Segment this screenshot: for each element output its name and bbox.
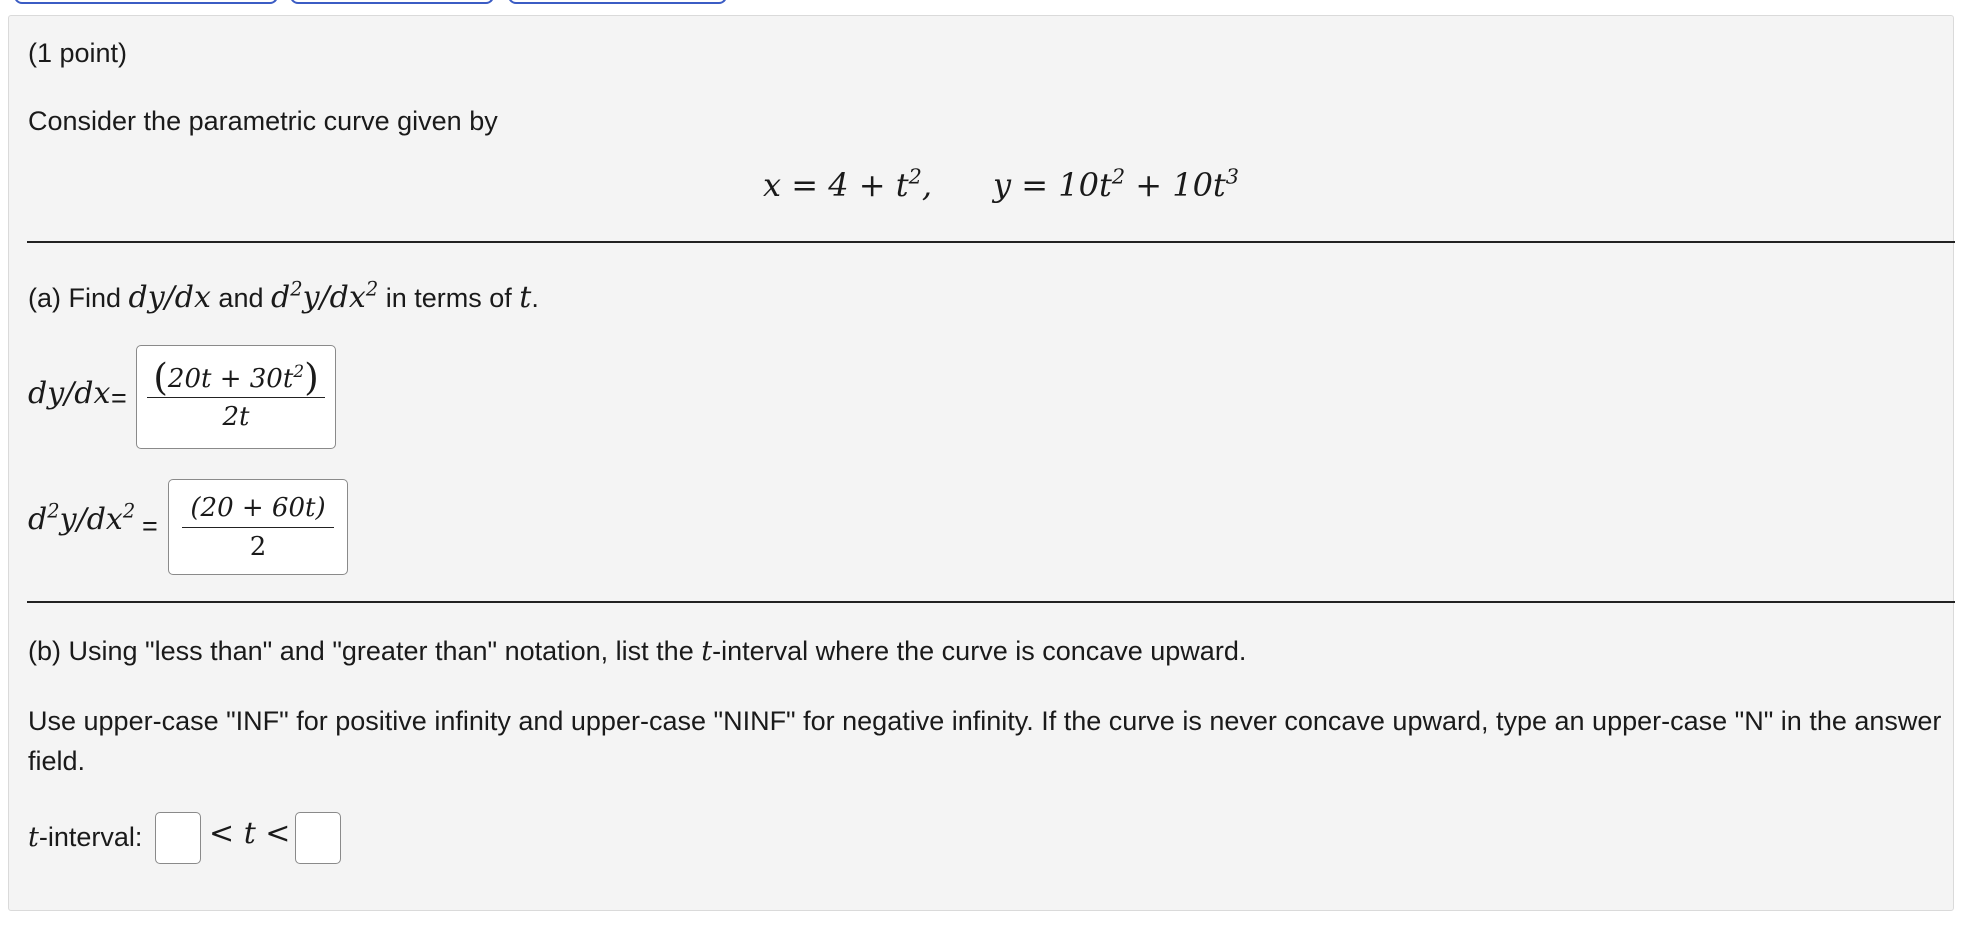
dydx-equals: =: [111, 383, 127, 413]
part-b-suffix: -interval where the curve is concave upward.: [712, 636, 1247, 666]
problem-card: [8, 15, 1954, 911]
d2ydx2-label-mid: y/dx: [59, 502, 123, 537]
part-a-and: and: [210, 283, 271, 313]
part-a-prefix: (a) Find: [28, 283, 129, 313]
part-a-instruction: [28, 276, 539, 320]
upper-bound-input[interactable]: [295, 812, 341, 864]
less-than-1: <: [209, 816, 235, 851]
tab-stub-1[interactable]: [14, 0, 278, 4]
part-a-ydx: y/dx: [302, 280, 366, 315]
tab-stub-3[interactable]: [508, 0, 727, 4]
d2ydx2-fraction: [182, 493, 333, 562]
part-a-dydx: dy/dx: [128, 280, 211, 315]
equation-x-exponent: 2: [908, 164, 922, 189]
top-tab-bar: [0, 0, 1962, 6]
dydx-num-exp: 2: [293, 360, 305, 381]
lower-bound-input[interactable]: [155, 812, 201, 864]
d2ydx2-equals: =: [142, 511, 158, 541]
d2ydx2-denominator: 2: [249, 531, 267, 562]
d2ydx2-label-d: d: [28, 502, 48, 537]
equation-y-text: y = 10t: [993, 166, 1112, 204]
part-a-d: d: [270, 280, 291, 315]
equation-x: [763, 166, 932, 204]
t-interval-text: -interval:: [38, 822, 143, 852]
part-b-notation-instructions: Use upper-case "INF" for positive infinity and upper-case "NINF" for negative infinity. If the curve is never concave upward, type an upper-case "N" in the answer field.: [28, 706, 1942, 776]
divider-2: [27, 601, 1955, 603]
d2ydx2-answer-box[interactable]: [168, 479, 348, 575]
dydx-numerator: [147, 354, 325, 399]
equation-y: [993, 166, 1239, 204]
part-a-period: .: [531, 283, 539, 313]
less-than-2: <: [265, 816, 291, 851]
dydx-num-open-paren: (: [153, 354, 168, 399]
d2ydx2-label: [28, 499, 136, 537]
dydx-denominator: 2t: [222, 402, 250, 433]
part-b-instruction: [28, 632, 1246, 671]
t-interval-label: [28, 818, 142, 857]
part-b-prefix: (b) Using "less than" and "greater than" notation, list the: [28, 636, 702, 666]
divider-1: [27, 241, 1955, 243]
dydx-fraction: [147, 354, 325, 433]
dydx-answer-box[interactable]: [136, 345, 336, 449]
part-a-t: t: [519, 280, 532, 315]
equation-y-exponent-2: 3: [1225, 164, 1240, 189]
d2ydx2-label-exp1: 2: [47, 499, 60, 523]
tab-stub-2[interactable]: [290, 0, 494, 4]
part-a-suffix: in terms of: [378, 283, 520, 313]
t-interval-t: t: [28, 822, 39, 853]
dydx-num-close-paren: ): [304, 354, 319, 399]
part-b-t: t: [701, 636, 713, 667]
part-a-x-exp: 2: [365, 277, 379, 301]
equation-x-comma: ,: [921, 166, 932, 204]
interval-t: t: [243, 816, 256, 851]
dydx-num-text: 20t + 30t: [167, 363, 294, 394]
d2ydx2-label-exp2: 2: [122, 499, 136, 523]
equation-x-text: x = 4 + t: [763, 166, 909, 204]
d2ydx2-numerator: (20 + 60t): [182, 493, 333, 528]
equation-y-mid: + 10t: [1125, 166, 1226, 204]
equation-y-exponent-1: 2: [1111, 164, 1126, 189]
points-label: (1 point): [28, 38, 128, 68]
part-a-d-exp: 2: [290, 277, 303, 301]
problem-intro: Consider the parametric curve given by: [28, 106, 498, 136]
interval-inequality: [209, 816, 290, 851]
dydx-label: dy/dx: [28, 376, 111, 411]
